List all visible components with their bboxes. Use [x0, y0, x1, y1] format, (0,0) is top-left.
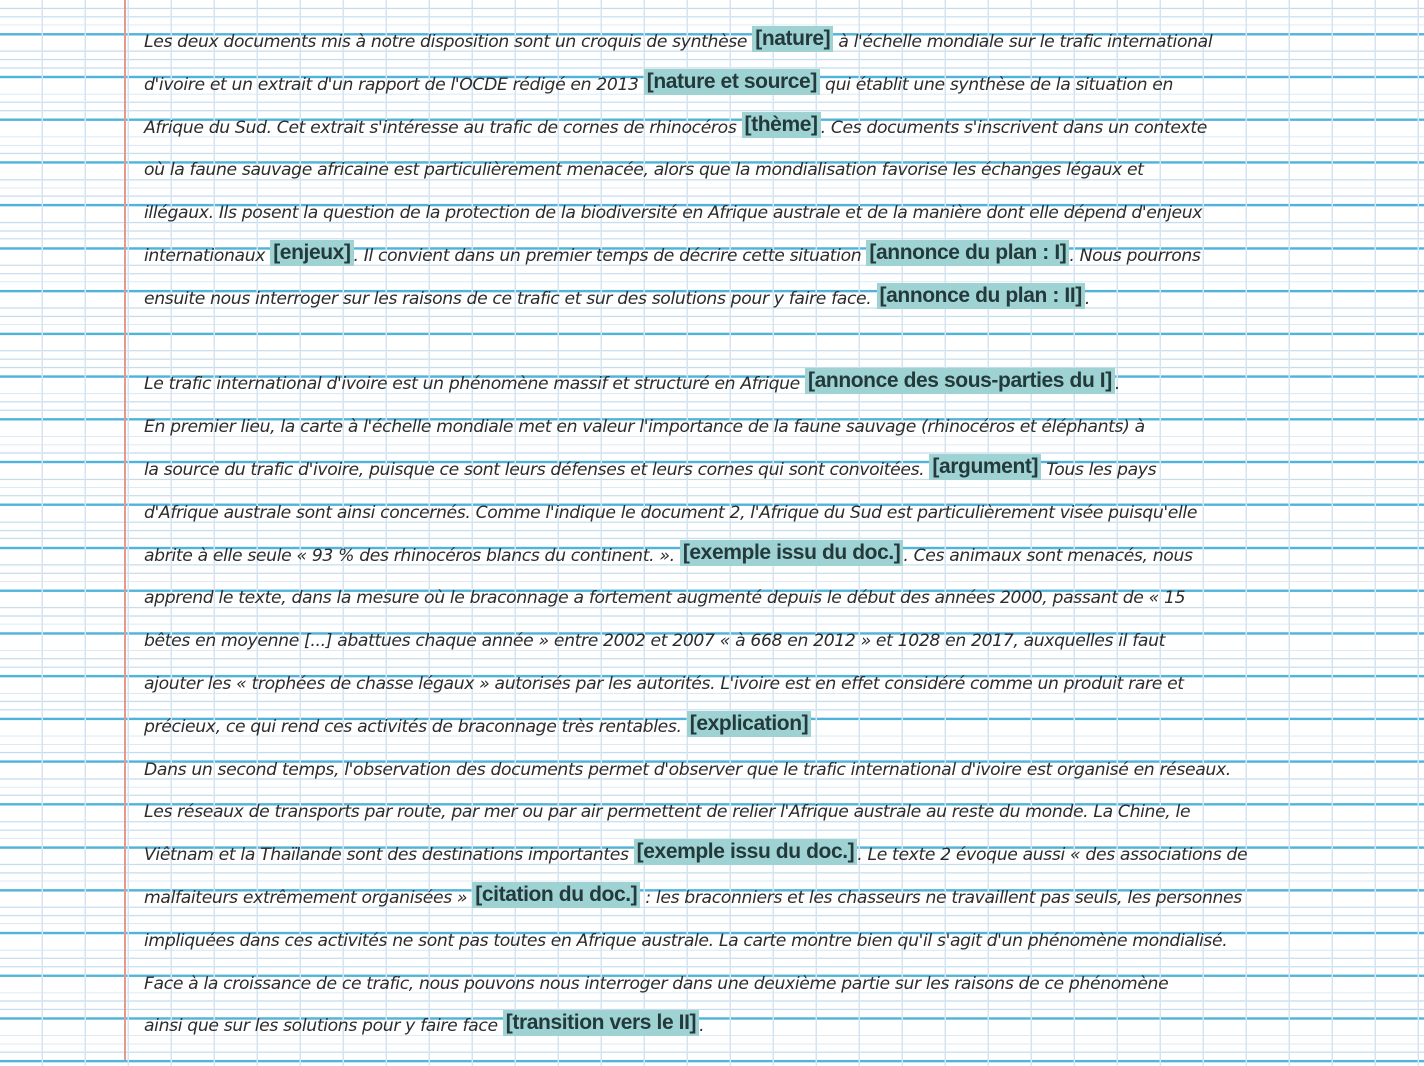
annotation-tag: [exemple issu du doc.] — [634, 839, 858, 865]
text-line — [144, 197, 1394, 240]
text-line — [144, 411, 1394, 454]
handwritten-text: bêtes en moyenne [...] abattues chaque année » entre 2002 et 2007 « à 668 en 2012 » et 1028 en 2017, auxquelles il faut — [144, 631, 1166, 652]
handwritten-text: ajouter les « trophées de chasse légaux » autorisés par les autorités. L'ivoire est en effet considéré comme un produit rare et — [144, 673, 1184, 694]
handwritten-text: Les réseaux de transports par route, par mer ou par air permettent de relier l'Afrique australe au reste du monde. La Chine, le — [144, 802, 1191, 823]
handwritten-text: précieux, ce qui rend ces activités de braconnage très rentables. — [144, 716, 687, 737]
annotation-tag: [nature et source] — [644, 69, 820, 95]
annotation-tag: [citation du doc.] — [472, 882, 640, 908]
handwritten-text: à l'échelle mondiale sur le trafic international — [833, 32, 1213, 52]
text-line — [144, 368, 1394, 411]
text-line — [144, 882, 1394, 925]
handwritten-text: Les deux documents mis à notre disposition sont un croquis de synthèse — [144, 32, 753, 52]
text-line — [144, 454, 1394, 497]
handwritten-text: . — [1114, 374, 1120, 395]
text-line — [144, 968, 1394, 1011]
handwritten-essay — [144, 26, 1394, 1053]
handwritten-text: malfaiteurs extrêmement organisées » — [144, 887, 473, 908]
handwritten-text: . Ces animaux sont menacés, nous — [903, 545, 1193, 566]
handwritten-text: Face à la croissance de ce trafic, nous pouvons nous interroger dans une deuxième partie sur les raisons de ce phénomène — [144, 973, 1169, 994]
text-line — [144, 582, 1394, 625]
handwritten-text: illégaux. Ils posent la question de la protection de la biodiversité en Afrique australe et de la manière dont elle dépend d'enjeux — [144, 203, 1203, 224]
annotation-tag: [annonce du plan : II] — [877, 283, 1085, 309]
handwritten-text: la source du trafic d'ivoire, puisque ce sont leurs défenses et leurs cornes qui sont convoitées. — [144, 459, 930, 480]
text-line — [144, 1010, 1394, 1053]
annotation-tag: [nature] — [752, 26, 833, 52]
handwritten-text: apprend le texte, dans la mesure où le braconnage a fortement augmenté depuis le début des années 2000, passant de « 15 — [144, 588, 1186, 609]
handwritten-text: internationaux — [144, 245, 271, 266]
annotation-tag: [enjeux] — [270, 240, 353, 266]
handwritten-text: d'ivoire et un extrait d'un rapport de l'OCDE rédigé en 2013 — [144, 74, 644, 95]
handwritten-text: impliquées dans ces activités ne sont pas toutes en Afrique australe. La carte montre bien qu'il s'agit d'un phénomène mondialisé. — [144, 930, 1228, 951]
text-line — [144, 839, 1394, 882]
text-line — [144, 711, 1394, 754]
handwritten-text: : les braconniers et les chasseurs ne travaillent pas seuls, les personnes — [640, 887, 1242, 908]
handwritten-text: Le trafic international d'ivoire est un phénomène massif et structuré en Afrique — [144, 374, 806, 395]
handwritten-text: . Le texte 2 évoque aussi « des associations de — [857, 845, 1248, 866]
text-line — [144, 112, 1394, 155]
text-line — [144, 154, 1394, 197]
annotation-tag: [argument] — [929, 454, 1041, 480]
annotation-tag: [annonce du plan : I] — [866, 240, 1069, 266]
annotation-tag: [explication] — [687, 711, 811, 737]
text-line — [144, 925, 1394, 968]
handwritten-text: ensuite nous interroger sur les raisons de ce trafic et sur des solutions pour y faire face. — [144, 288, 877, 309]
notebook-margin-line — [124, 0, 126, 1060]
handwritten-text: abrite à elle seule « 93 % des rhinocéros blancs du continent. ». — [144, 545, 680, 566]
handwritten-text: ainsi que sur les solutions pour y faire face — [144, 1016, 503, 1037]
handwritten-text: Viêtnam et la Thaïlande sont des destinations importantes — [144, 845, 634, 866]
text-line — [144, 26, 1394, 69]
text-line — [144, 754, 1394, 797]
text-line — [144, 625, 1394, 668]
text-line — [144, 69, 1394, 112]
annotation-tag: [exemple issu du doc.] — [680, 540, 904, 566]
text-line — [144, 796, 1394, 839]
handwritten-text: Dans un second temps, l'observation des documents permet d'observer que le trafic international d'ivoire est organisé en réseaux. — [144, 759, 1231, 780]
text-line — [144, 283, 1394, 326]
handwritten-text: où la faune sauvage africaine est particulièrement menacée, alors que la mondialisation favorise les échanges légaux et — [144, 160, 1144, 181]
text-line — [144, 540, 1394, 583]
annotation-tag: [transition vers le II] — [503, 1010, 699, 1036]
text-line — [144, 497, 1394, 540]
handwritten-text: En premier lieu, la carte à l'échelle mondiale met en valeur l'importance de la faune sauvage (rhinocéros et éléphants) à — [144, 417, 1145, 438]
handwritten-text: qui établit une synthèse de la situation en — [819, 74, 1174, 95]
handwritten-text: . Ces documents s'inscrivent dans un contexte — [820, 117, 1207, 138]
annotation-tag: [thème] — [742, 112, 821, 138]
handwritten-text: . — [1084, 288, 1090, 309]
blank-line — [144, 326, 1394, 369]
handwritten-text: . Nous pourrons — [1069, 245, 1201, 266]
handwritten-text: d'Afrique australe sont ainsi concernés. Comme l'indique le document 2, l'Afrique du Sud est particulièrement visée puisqu'elle — [144, 502, 1198, 523]
handwritten-text: . — [699, 1016, 705, 1037]
handwritten-text: Tous les pays — [1041, 459, 1157, 480]
handwritten-text: Afrique du Sud. Cet extrait s'intéresse au trafic de cornes de rhinocéros — [144, 117, 742, 138]
handwritten-text: . Il convient dans un premier temps de décrire cette situation — [353, 245, 867, 266]
text-line — [144, 668, 1394, 711]
annotation-tag: [annonce des sous-parties du I] — [805, 368, 1115, 394]
text-line — [144, 240, 1394, 283]
